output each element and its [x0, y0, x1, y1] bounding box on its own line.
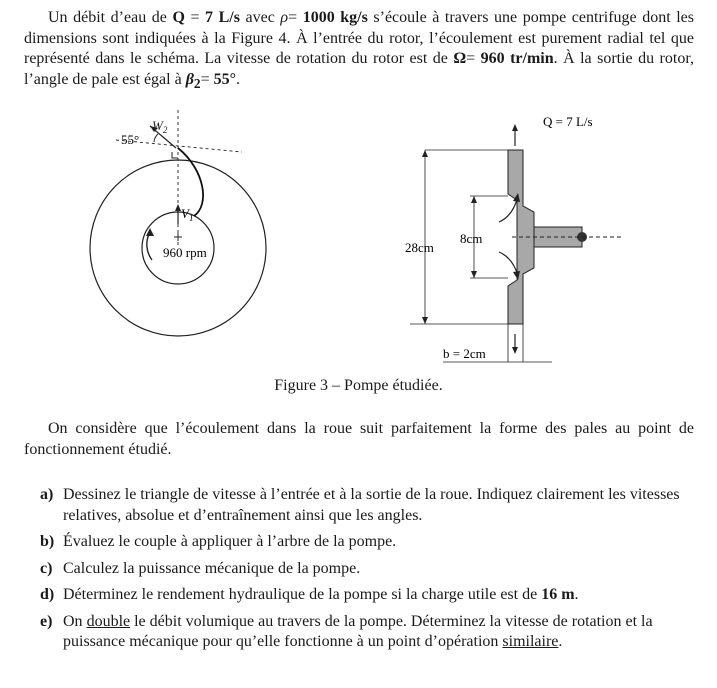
pump-figure [0, 100, 717, 400]
question-d: d) Déterminez le rendement hydraulique de la pompe si la charge utile est de 16 m. [40, 586, 579, 603]
rpm-label: 960 rpm [163, 245, 207, 260]
figure-caption: Figure 3 – Pompe étudiée. [274, 377, 443, 394]
intro-paragraph: Un débit d’eau de Q = 7 L/s avec ρ= 1000 kg/s s’écoule à travers une pompe centrifuge dont les dimensions sont indiquées à la Figure 4. À l’entrée du rotor, l’écoulement est purement radial tel que représenté dans le schéma. La vitesse de rotation du rotor est de Ω= 960 tr/min. À la sortie du rotor, l’angle de pale est égal à $\beta_2= 55^\circ$. [24, 9, 695, 91]
dim-8cm-arrow-top [471, 196, 477, 203]
v1-label: $V_1$ [181, 206, 194, 223]
dim-28cm-arrow-bottom [422, 317, 428, 324]
questions-list [40, 485, 690, 659]
rotor-view [90, 110, 266, 336]
question-a: a) Dessinez le triangle de vitesse à l’entrée et à la sortie de la roue. Indiquez clairement les vitesses relatives, absolue et d’entraînement ainsi que les angles. [40, 486, 680, 524]
width-arrowhead [512, 347, 518, 354]
pump-cross-section [405, 114, 622, 362]
dim-28cm-arrow-top [422, 150, 428, 157]
w2-label: $W_2$ [152, 118, 168, 135]
width-label: b = 2cm [443, 346, 486, 361]
flow-label: Q = 7 L/s [543, 114, 593, 129]
inner-diameter-label: 8cm [460, 231, 483, 246]
question-b: b) Évaluez le couple à appliquer à l’arbre de la pompe. [40, 533, 397, 550]
angle-label: 55° [121, 132, 140, 147]
pump-diagram [0, 100, 717, 400]
right-angle-mark [172, 152, 178, 158]
question-c: c) Calculez la puissance mécanique de la pompe. [40, 559, 361, 577]
dim-8cm-arrow-bottom [471, 271, 477, 278]
diameter-label: 28cm [405, 240, 434, 255]
outflow-arrowhead [512, 124, 518, 131]
angle-arc [154, 134, 158, 142]
question-e: e) On double le débit volumique au travers de la pompe. Déterminez la vitesse de rotation et la puissance mécanique pour qu’elle fonctionne à un point d’opération similaire. [40, 612, 653, 650]
rotation-arrow [147, 232, 152, 260]
statement-paragraph: On considère que l’écoulement dans la roue suit parfaitement la forme des pales au point de fonctionnement étudié. [24, 420, 694, 458]
